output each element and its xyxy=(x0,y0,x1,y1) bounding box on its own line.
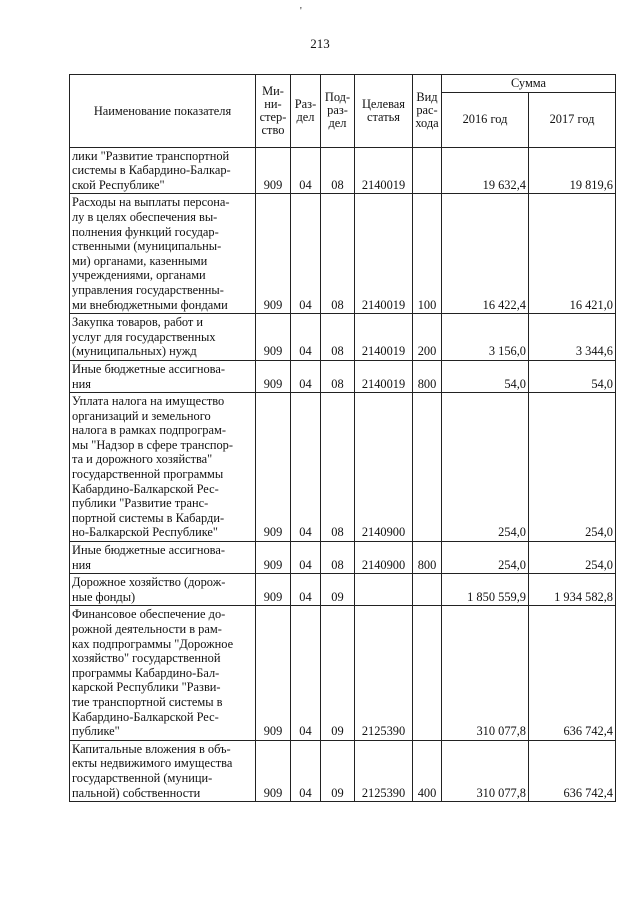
cell-name: Иные бюджетные ассигнова- ния xyxy=(70,542,256,574)
cell-sum2016: 3 156,0 xyxy=(442,314,529,361)
cell-sum2017: 254,0 xyxy=(529,393,616,542)
cell-sum2016: 254,0 xyxy=(442,393,529,542)
header-expense-type: Вид рас- хода xyxy=(413,75,442,148)
cell-sum2016: 310 077,8 xyxy=(442,606,529,740)
cell-expense-type: 800 xyxy=(413,360,442,392)
cell-subsection: 08 xyxy=(321,393,355,542)
cell-section: 04 xyxy=(291,194,321,314)
cell-target: 2140019 xyxy=(355,194,413,314)
cell-name: Расходы на выплаты персона- лу в целях обеспечения вы- полнения функций государ- ственными (муниципальны- ми) органами, казенными учреждениями, органами управления государственны- ми внебюджетными фондами xyxy=(70,194,256,314)
cell-sum2016: 310 077,8 xyxy=(442,740,529,801)
cell-section: 04 xyxy=(291,574,321,606)
cell-section: 04 xyxy=(291,393,321,542)
cell-expense-type: 800 xyxy=(413,542,442,574)
table-row xyxy=(70,606,616,740)
cell-sum2017: 16 421,0 xyxy=(529,194,616,314)
table-row xyxy=(70,740,616,801)
table-row xyxy=(70,574,616,606)
cell-sum2016: 1 850 559,9 xyxy=(442,574,529,606)
cell-name: Закупка товаров, работ и услуг для государственных (муниципальных) нужд xyxy=(70,314,256,361)
cell-target: 2125390 xyxy=(355,606,413,740)
cell-section: 04 xyxy=(291,147,321,194)
budget-table xyxy=(69,74,616,802)
cell-subsection: 08 xyxy=(321,314,355,361)
page-number: 213 xyxy=(310,36,330,51)
cell-name: Иные бюджетные ассигнова- ния xyxy=(70,360,256,392)
cell-expense-type xyxy=(413,393,442,542)
cell-expense-type xyxy=(413,606,442,740)
header-row xyxy=(70,75,616,93)
cell-sum2017: 54,0 xyxy=(529,360,616,392)
header-year-2017: 2017 год xyxy=(529,92,616,147)
cell-subsection: 08 xyxy=(321,542,355,574)
cell-sum2017: 3 344,6 xyxy=(529,314,616,361)
cell-name: лики "Развитие транспортной системы в Кабардино-Балкар- ской Республике" xyxy=(70,147,256,194)
cell-ministry: 909 xyxy=(256,194,291,314)
cell-ministry: 909 xyxy=(256,360,291,392)
cell-target xyxy=(355,574,413,606)
header-name: Наименование показателя xyxy=(70,75,256,148)
cell-target: 2140019 xyxy=(355,360,413,392)
cell-sum2016: 254,0 xyxy=(442,542,529,574)
cell-expense-type: 200 xyxy=(413,314,442,361)
cell-expense-type: 400 xyxy=(413,740,442,801)
table-row xyxy=(70,360,616,392)
cell-sum2017: 19 819,6 xyxy=(529,147,616,194)
cell-name: Финансовое обеспечение до- рожной деятельности в рам- ках подпрограммы "Дорожное хозяйство" государственной программы Кабардино-Бал- карской Республики "Разви- тие транспортной системы в Кабардино-Балкарской Рес- публике" xyxy=(70,606,256,740)
cell-section: 04 xyxy=(291,606,321,740)
cell-target: 2140019 xyxy=(355,314,413,361)
cell-sum2017: 636 742,4 xyxy=(529,606,616,740)
cell-subsection: 08 xyxy=(321,194,355,314)
cell-ministry: 909 xyxy=(256,393,291,542)
cell-name: Дорожное хозяйство (дорож- ные фонды) xyxy=(70,574,256,606)
cell-target: 2125390 xyxy=(355,740,413,801)
cell-section: 04 xyxy=(291,314,321,361)
cell-subsection: 09 xyxy=(321,606,355,740)
table-row xyxy=(70,314,616,361)
cell-sum2016: 19 632,4 xyxy=(442,147,529,194)
cell-target: 2140900 xyxy=(355,393,413,542)
header-year-2016: 2016 год xyxy=(442,92,529,147)
cell-section: 04 xyxy=(291,740,321,801)
cell-sum2017: 636 742,4 xyxy=(529,740,616,801)
cell-ministry: 909 xyxy=(256,574,291,606)
cell-ministry: 909 xyxy=(256,147,291,194)
top-mark: ' xyxy=(300,6,302,17)
cell-target: 2140019 xyxy=(355,147,413,194)
cell-section: 04 xyxy=(291,542,321,574)
cell-target: 2140900 xyxy=(355,542,413,574)
header-target: Целевая статья xyxy=(355,75,413,148)
cell-sum2016: 54,0 xyxy=(442,360,529,392)
cell-sum2017: 1 934 582,8 xyxy=(529,574,616,606)
header-ministry: Ми- ни- стер- ство xyxy=(256,75,291,148)
cell-expense-type xyxy=(413,147,442,194)
cell-expense-type: 100 xyxy=(413,194,442,314)
table-row xyxy=(70,542,616,574)
table-body xyxy=(70,147,616,802)
header-subsection: Под- раз- дел xyxy=(321,75,355,148)
header-sum: Сумма xyxy=(442,75,616,93)
cell-ministry: 909 xyxy=(256,542,291,574)
cell-subsection: 09 xyxy=(321,740,355,801)
cell-subsection: 08 xyxy=(321,147,355,194)
header-section: Раз- дел xyxy=(291,75,321,148)
table-row xyxy=(70,393,616,542)
cell-sum2017: 254,0 xyxy=(529,542,616,574)
cell-subsection: 09 xyxy=(321,574,355,606)
cell-subsection: 08 xyxy=(321,360,355,392)
table-row xyxy=(70,147,616,194)
cell-ministry: 909 xyxy=(256,314,291,361)
cell-name: Уплата налога на имущество организаций и земельного налога в рамках подпрограм- мы "Надзор в сфере транспор- та и дорожного хозяйства" государственной программы Кабардино-Балкарской Рес- публики "Развитие транс- портной системы в Кабарди- но-Балкарской Республике" xyxy=(70,393,256,542)
table-row xyxy=(70,194,616,314)
cell-ministry: 909 xyxy=(256,740,291,801)
cell-name: Капитальные вложения в объ- екты недвижимого имущества государственной (муници- пальной) собственности xyxy=(70,740,256,801)
cell-ministry: 909 xyxy=(256,606,291,740)
cell-sum2016: 16 422,4 xyxy=(442,194,529,314)
cell-section: 04 xyxy=(291,360,321,392)
cell-expense-type xyxy=(413,574,442,606)
